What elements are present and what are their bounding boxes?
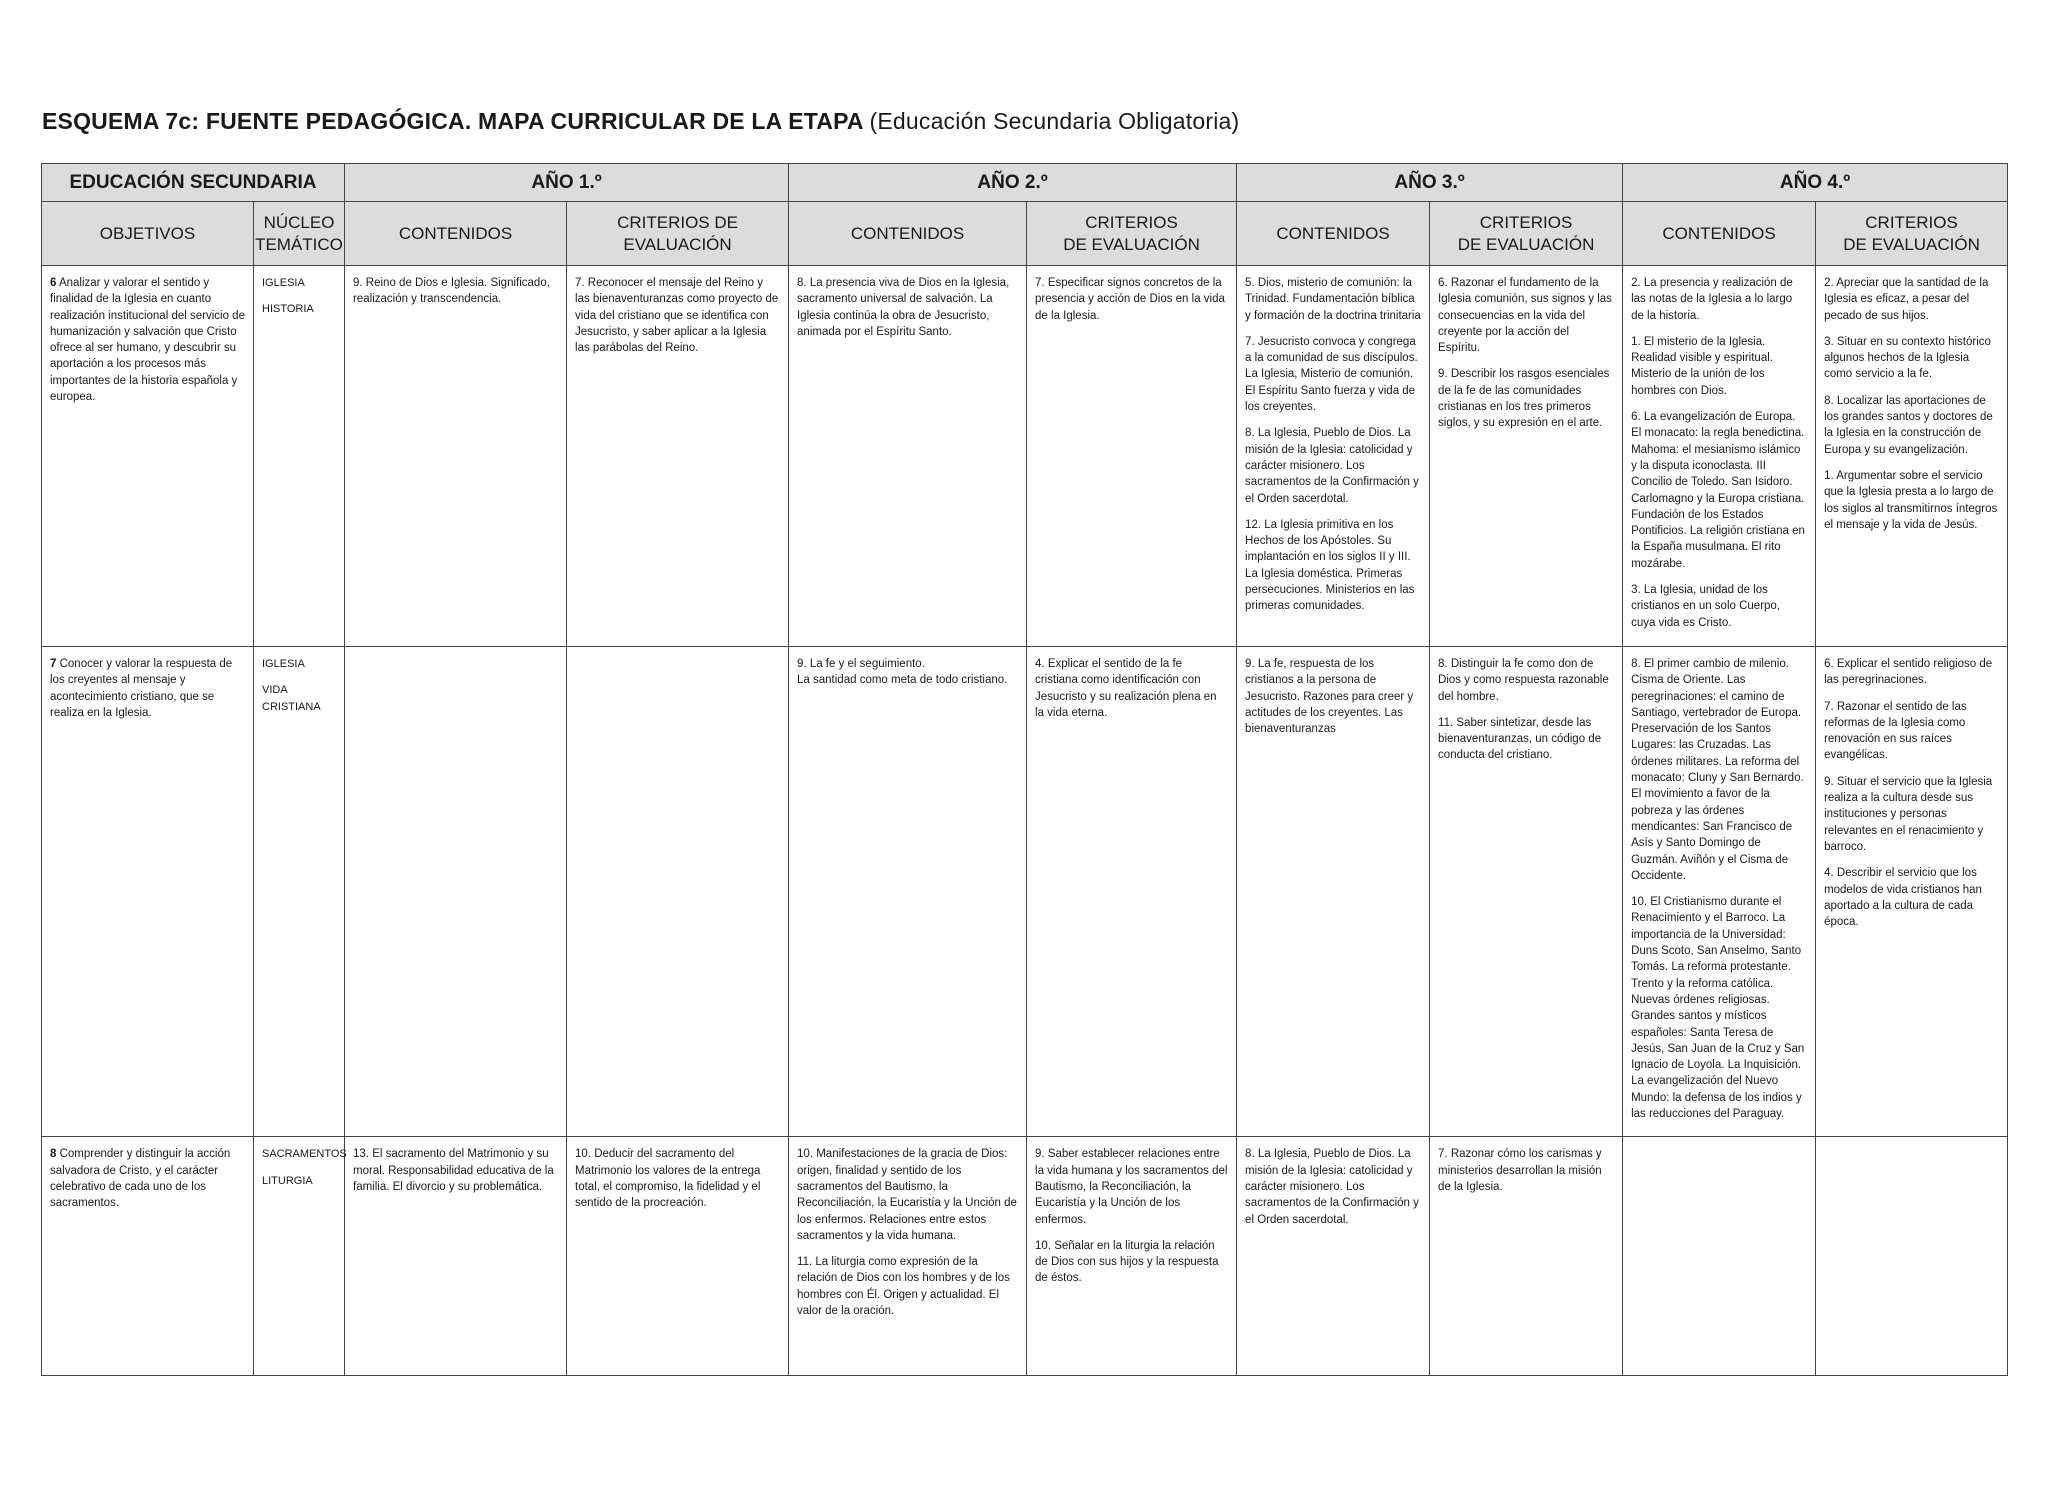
- cell-item: 11. Saber sintetizar, desde las bienaventuranzas, un código de conducta del cristiano.: [1438, 716, 1602, 762]
- cell-criterios-year-1: [567, 1137, 789, 1376]
- header-column-row: [42, 202, 2008, 266]
- cell-item: 8. Distinguir la fe como don de Dios y como respuesta razonable del hombre.: [1438, 658, 1609, 703]
- table-body: [42, 266, 2008, 1376]
- cell-criterios-year-1: [567, 266, 789, 647]
- cell-contenidos-year-3: [1237, 647, 1430, 1137]
- cell-item: 4. Explicar el sentido de la fe cristiana como identificación con Jesucristo y su realización plena en la vida eterna.: [1035, 658, 1217, 719]
- cell-item: 5. Dios, misterio de comunión: la Trinidad. Fundamentación bíblica y formación de la doctrina trinitaria: [1245, 277, 1421, 322]
- table-row: [42, 266, 2008, 647]
- cell-criterios-year-4: [1816, 1137, 2008, 1376]
- header-contenidos-year-4: CONTENIDOS: [1623, 202, 1816, 266]
- cell-criterios-year-3: [1430, 1137, 1623, 1376]
- cell-contenidos-year-4: [1623, 1137, 1816, 1376]
- cell-nucleo-tematico: [254, 1137, 345, 1376]
- cell-criterios-year-3: [1430, 266, 1623, 647]
- cell-criterios-year-2: [1027, 647, 1237, 1137]
- cell-contenidos-year-2: [789, 647, 1027, 1137]
- nucleo-item: LITURGIA: [262, 1174, 313, 1187]
- objetivo-text: Analizar y valorar el sentido y finalidad de la Iglesia en cuanto realización institucional del servicio de humanización y salvación que Cristo ofrece al ser humano, y descubrir su aportación a los procesos más importantes de la historia española y europea.: [50, 277, 245, 404]
- cell-item: 12. La Iglesia primitiva en los Hechos de los Apóstoles. Su implantación en los siglos II y III. La Iglesia doméstica. Primeras persecuciones. Ministerios en las primeras comunidades.: [1245, 518, 1415, 613]
- table-row: [42, 1137, 2008, 1376]
- cell-item: 1. El misterio de la Iglesia. Realidad visible y espiritual. Misterio de la unión de los hombres con Dios.: [1631, 335, 1773, 397]
- cell-item: 8. El primer cambio de milenio. Cisma de Oriente. Las peregrinaciones: el camino de Santiago, vertebrador de Europa. Preservación de los Santos Lugares: las Cruzadas. Las órdenes militares. La reforma del monacato: Cluny y San Bernardo. El movimiento a favor de la pobreza y las órdenes mendicantes: San Francisco de Asís y Santo Domingo de Guzmán. Aviñón y el Cisma de Occidente.: [1631, 658, 1804, 882]
- cell-contenidos-year-1: [345, 266, 567, 647]
- cell-criterios-year-4: [1816, 647, 2008, 1137]
- cell-item: 4. Describir el servicio que los modelos de vida cristianos han aportado a la cultura de cada época.: [1824, 867, 1982, 929]
- table-row: [42, 647, 2008, 1137]
- header-contenidos-year-1: CONTENIDOS: [345, 202, 567, 266]
- header-criterios-year-3: CRITERIOS DE EVALUACIÓN: [1430, 202, 1623, 266]
- header-criterios-year-1: CRITERIOS DE EVALUACIÓN: [567, 202, 789, 266]
- cell-item: 7. Reconocer el mensaje del Reino y las bienaventuranzas como proyecto de vida del cristiano que se identifica con Jesucristo, y saber aplicar a la Iglesia las parábolas del Reino.: [575, 277, 779, 355]
- header-group-year-1: AÑO 1.º: [345, 164, 789, 202]
- cell-item: 8. La Iglesia, Pueblo de Dios. La misión de la Iglesia: catolicidad y carácter misionero. Los sacramentos de la Confirmación y el Orden sacerdotal.: [1245, 427, 1419, 505]
- objetivo-number: 7: [50, 658, 57, 670]
- objetivo-text: Comprender y distinguir la acción salvadora de Cristo, y el carácter celebrativo de cada uno de los sacramentos.: [50, 1148, 231, 1210]
- cell-contenidos-year-3: [1237, 266, 1430, 647]
- cell-objetivo: [42, 647, 254, 1137]
- cell-item: 10. Manifestaciones de la gracia de Dios: origen, finalidad y sentido de los sacramentos del Bautismo, la Reconciliación, la Eucaristía y la Unción de los enfermos. Relaciones entre estos sacramentos y la vida humana.: [797, 1148, 1017, 1242]
- header-criterios-year-4: CRITERIOS DE EVALUACIÓN: [1816, 202, 2008, 266]
- nucleo-item: HISTORIA: [262, 303, 314, 316]
- cell-item: 7. Especificar signos concretos de la presencia y acción de Dios en la vida de la Iglesia.: [1035, 277, 1225, 322]
- header-group-secundaria: EDUCACIÓN SECUNDARIA: [42, 164, 345, 202]
- header-group-year-2: AÑO 2.º: [789, 164, 1237, 202]
- cell-item: 7. Jesucristo convoca y congrega a la comunidad de sus discípulos. La Iglesia, Misterio de comunión. El Espíritu Santo fuerza y vida de los creyentes.: [1245, 335, 1418, 414]
- cell-contenidos-year-1: [345, 647, 567, 1137]
- cell-item: 6. La evangelización de Europa. El monacato: la regla benedictina. Mahoma: el mesianismo islámico y la disputa iconoclasta. III Concilio de Toledo. San Isidoro. Carlomagno y la Europa cristiana. Fundación de los Estados Pontificios. La religión cristiana en la España musulmana. El rito mozárabe.: [1631, 411, 1805, 570]
- cell-item: 6. Razonar el fundamento de la Iglesia comunión, sus signos y las consecuencias en la vida del creyente por la acción del Espíritu.: [1438, 277, 1612, 355]
- cell-objetivo: [42, 266, 254, 647]
- header-criterios-year-2: CRITERIOS DE EVALUACIÓN: [1027, 202, 1237, 266]
- header-nucleo-tematico: NÚCLEO TEMÁTICO: [254, 202, 345, 266]
- objetivo-number: 6: [50, 277, 57, 289]
- cell-item: 3. Situar en su contexto histórico algunos hechos de la Iglesia como servicio a la fe.: [1824, 335, 1991, 381]
- title-main: ESQUEMA 7c: FUENTE PEDAGÓGICA. MAPA CURRICULAR DE LA ETAPA: [42, 108, 863, 134]
- cell-item: 6. Explicar el sentido religioso de las peregrinaciones.: [1824, 658, 1993, 687]
- cell-item: 7. Razonar cómo los carismas y ministerios desarrollan la misión de la Iglesia.: [1438, 1148, 1602, 1193]
- curriculum-table: [41, 163, 2008, 1376]
- cell-item: 9. La fe, respuesta de los cristianos a la persona de Jesucristo. Razones para creer y actitudes de los creyentes. Las bienaventuranzas: [1245, 658, 1414, 736]
- nucleo-item: IGLESIA: [262, 277, 305, 289]
- cell-item: 2. La presencia y realización de las notas de la Iglesia a lo largo de la historia.: [1631, 277, 1793, 322]
- cell-item: 13. El sacramento del Matrimonio y su moral. Responsabilidad educativa de la familia. El divorcio y su problemática.: [353, 1148, 554, 1193]
- header-group-year-3: AÑO 3.º: [1237, 164, 1623, 202]
- cell-item: 8. La presencia viva de Dios en la Iglesia, sacramento universal de salvación. La Iglesia continúa la obra de Jesucristo, animada por el Espíritu Santo.: [797, 277, 1010, 338]
- cell-nucleo-tematico: [254, 266, 345, 647]
- cell-contenidos-year-4: [1623, 266, 1816, 647]
- cell-criterios-year-2: [1027, 266, 1237, 647]
- cell-item: 1. Argumentar sobre el servicio que la Iglesia presta a lo largo de los siglos al transmitirnos íntegros el mensaje y la vida de Jesús.: [1824, 469, 1998, 531]
- page-title: [42, 108, 1239, 135]
- cell-item: 8. Localizar las aportaciones de los grandes santos y doctores de la Iglesia en la construcción de Europa y su evangelización.: [1824, 394, 1993, 456]
- cell-contenidos-year-3: [1237, 1137, 1430, 1376]
- nucleo-item: IGLESIA: [262, 658, 305, 670]
- cell-item: 10. El Cristianismo durante el Renacimiento y el Barroco. La importancia de la Universidad: Duns Scoto, San Anselmo, Santo Tomás. La reforma protestante. Trento y la reforma católica. Nuevas órdenes religiosas. Grandes santos y místicos españoles: Santa Teresa de Jesús, San Juan de la Cruz y San Ignacio de Loyola. La Inquisición. La evangelización del Nuevo Mundo: la defensa de los indios y las reducciones del Paraguay.: [1631, 896, 1805, 1121]
- title-subtitle: (Educación Secundaria Obligatoria): [869, 108, 1240, 134]
- cell-contenidos-year-1: [345, 1137, 567, 1376]
- cell-item: 9. Saber establecer relaciones entre la vida humana y los sacramentos del Bautismo, la Reconciliación, la Eucaristía y la Unción de los enfermos.: [1035, 1148, 1228, 1226]
- cell-contenidos-year-2: [789, 1137, 1027, 1376]
- cell-item: 9. Situar el servicio que la Iglesia realiza a la cultura desde sus instituciones y personas relevantes en el renacimiento y barroco.: [1824, 775, 1993, 853]
- cell-item: 2. Apreciar que la santidad de la Iglesia es eficaz, a pesar del pecado de sus hijos.: [1824, 277, 1989, 322]
- cell-item: 9. Describir los rasgos esenciales de la fe de las comunidades cristianas en los tres primeros siglos, y su expresión en el arte.: [1438, 368, 1610, 430]
- objetivo-text: Conocer y valorar la respuesta de los creyentes al mensaje y acontecimiento cristiano, que se realiza en la Iglesia.: [50, 658, 233, 719]
- cell-item: 3. La Iglesia, unidad de los cristianos en un solo Cuerpo, cuya vida es Cristo.: [1631, 584, 1781, 629]
- cell-nucleo-tematico: [254, 647, 345, 1137]
- cell-criterios-year-2: [1027, 1137, 1237, 1376]
- cell-criterios-year-4: [1816, 266, 2008, 647]
- header-contenidos-year-3: CONTENIDOS: [1237, 202, 1430, 266]
- cell-item: 9. Reino de Dios e Iglesia. Significado, realización y transcendencia.: [353, 277, 550, 306]
- cell-contenidos-year-4: [1623, 647, 1816, 1137]
- header-objetivos: OBJETIVOS: [42, 202, 254, 266]
- cell-item: 10. Señalar en la liturgia la relación de Dios con sus hijos y la respuesta de éstos.: [1035, 1239, 1219, 1285]
- cell-contenidos-year-2: [789, 266, 1027, 647]
- nucleo-item: VIDA CRISTIANA: [262, 684, 321, 713]
- nucleo-item: SACRAMENTOS: [262, 1148, 347, 1161]
- cell-item: 11. La liturgia como expresión de la relación de Dios con los hombres y de los hombres con Él. Origen y actualidad. El valor de la oración.: [797, 1256, 1010, 1317]
- cell-criterios-year-1: [567, 647, 789, 1137]
- cell-item: 8. La Iglesia, Pueblo de Dios. La misión de la Iglesia: catolicidad y carácter misionero. Los sacramentos de la Confirmación y el Orden sacerdotal.: [1245, 1148, 1419, 1226]
- objetivo-number: 8: [50, 1148, 57, 1161]
- cell-item: 7. Razonar el sentido de las reformas de la Iglesia como renovación en sus raíces evangélicas.: [1824, 700, 1967, 762]
- header-contenidos-year-2: CONTENIDOS: [789, 202, 1027, 266]
- cell-objetivo: [42, 1137, 254, 1376]
- header-group-row: [42, 164, 2008, 202]
- cell-item: 9. La fe y el seguimiento. La santidad como meta de todo cristiano.: [797, 658, 1008, 687]
- cell-item: 10. Deducir del sacramento del Matrimonio los valores de la entrega total, el compromiso, la fidelidad y el sentido de la procreación.: [575, 1148, 761, 1210]
- cell-criterios-year-3: [1430, 647, 1623, 1137]
- header-group-year-4: AÑO 4.º: [1623, 164, 2008, 202]
